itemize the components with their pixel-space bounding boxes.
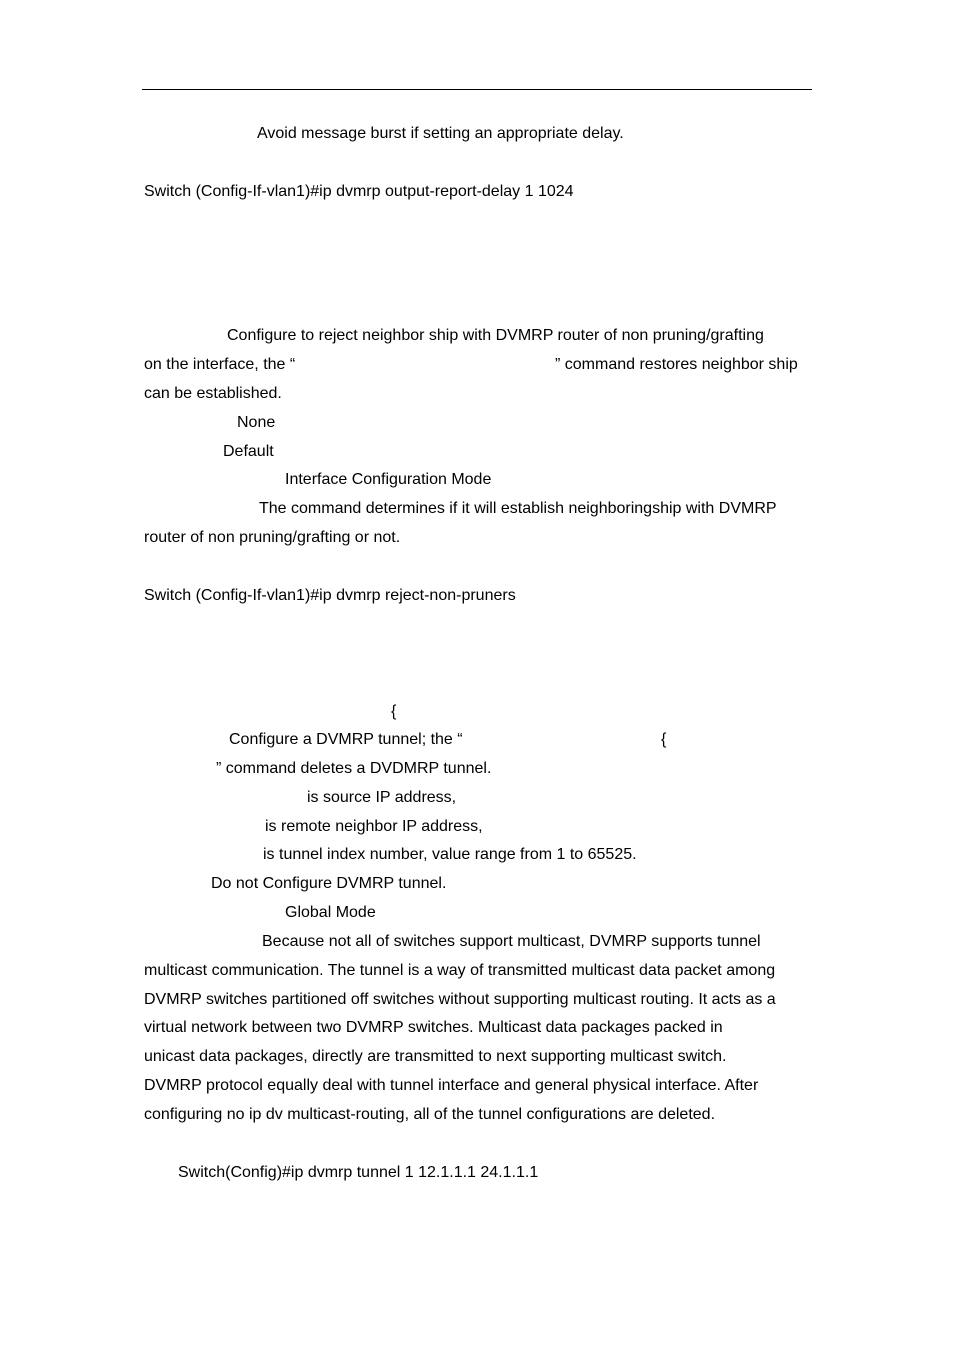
parameter-remote: is remote neighbor IP address, xyxy=(265,818,483,835)
function-line-1b: { xyxy=(661,731,667,748)
command-brace: { xyxy=(391,703,397,720)
usage-text: Avoid message burst if setting an appropriate delay. xyxy=(257,125,624,142)
parameter-source: is source IP address, xyxy=(307,789,457,806)
function-line-1: Configure to reject neighbor ship with DVMRP router of non pruning/grafting xyxy=(227,327,764,344)
mode-text: Interface Configuration Mode xyxy=(285,471,492,488)
usage-line-7: configuring no ip dv multicast-routing, all of the tunnel configurations are deleted. xyxy=(144,1106,716,1123)
default-text: Do not Configure DVMRP tunnel. xyxy=(211,875,447,892)
header-rule xyxy=(142,89,812,90)
usage-line-2: multicast communication. The tunnel is a way of transmitted multicast data packet among xyxy=(144,962,776,979)
function-line-2a: on the interface, the “ xyxy=(144,356,296,373)
mode-text: Global Mode xyxy=(285,904,376,921)
parameter-index: is tunnel index number, value range from 1 to 65525. xyxy=(263,846,637,863)
example-command: Switch (Config-If-vlan1)#ip dvmrp output-report-delay 1 1024 xyxy=(144,183,574,200)
usage-line-3: DVMRP switches partitioned off switches without supporting multicast routing. It acts as a xyxy=(144,991,776,1008)
example-command: Switch (Config-If-vlan1)#ip dvmrp reject-non-pruners xyxy=(144,587,516,604)
function-line-3: can be established. xyxy=(144,385,282,402)
usage-line-6: DVMRP protocol equally deal with tunnel interface and general physical interface. After xyxy=(144,1077,759,1094)
usage-line-2: router of non pruning/grafting or not. xyxy=(144,529,401,546)
usage-line-5: unicast data packages, directly are transmitted to next supporting multicast switch. xyxy=(144,1048,727,1065)
function-line-2: ” command deletes a DVDMRP tunnel. xyxy=(216,760,492,777)
example-command: Switch(Config)#ip dvmrp tunnel 1 12.1.1.1 24.1.1.1 xyxy=(178,1164,539,1181)
function-line-1a: Configure a DVMRP tunnel; the “ xyxy=(229,731,463,748)
usage-line-4: virtual network between two DVMRP switches. Multicast data packages packed in xyxy=(144,1019,723,1036)
parameter-text: None xyxy=(237,414,276,431)
default-text: Default xyxy=(223,443,274,460)
usage-line-1: Because not all of switches support multicast, DVMRP supports tunnel xyxy=(262,933,761,950)
usage-line-1: The command determines if it will establish neighboringship with DVMRP xyxy=(259,500,777,517)
function-line-2b: ” command restores neighbor ship xyxy=(555,356,798,373)
